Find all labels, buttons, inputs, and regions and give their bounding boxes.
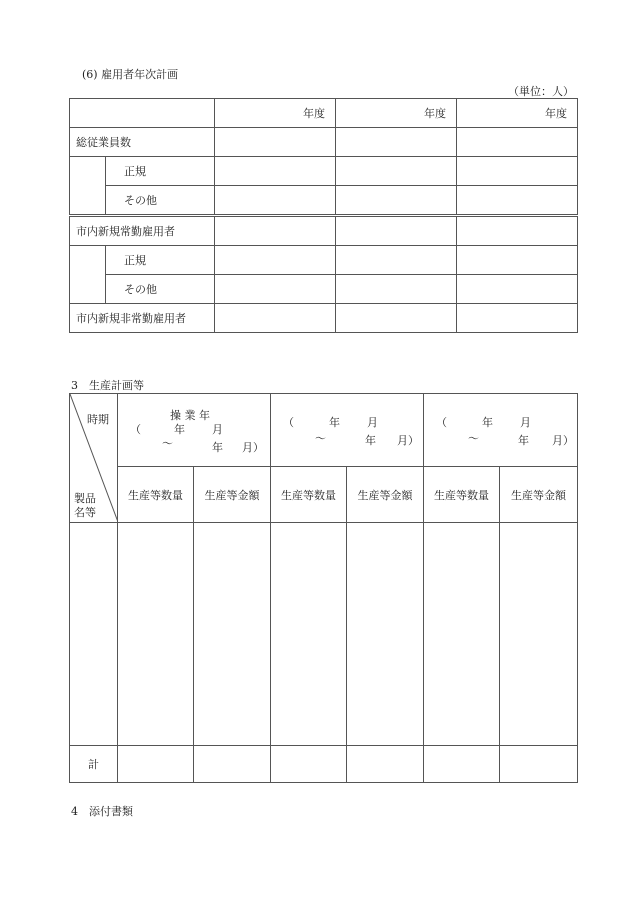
amount-header: 生産等金額 bbox=[500, 467, 578, 523]
cell bbox=[271, 523, 347, 746]
employment-plan-table bbox=[69, 98, 578, 333]
cell bbox=[336, 157, 457, 186]
cell bbox=[118, 746, 194, 783]
section4-title: 4 添付書類 bbox=[71, 805, 133, 818]
cell bbox=[457, 216, 578, 246]
year-char: 年 bbox=[329, 416, 340, 429]
row-label-regular: 正規 bbox=[106, 246, 215, 275]
cell bbox=[336, 216, 457, 246]
paren-open: （ bbox=[283, 416, 294, 429]
cell bbox=[215, 216, 336, 246]
table-row bbox=[70, 99, 578, 128]
period-label: 時期 bbox=[87, 413, 109, 426]
cell bbox=[336, 275, 457, 304]
table-row bbox=[70, 128, 578, 157]
product-label-2: 名等 bbox=[74, 506, 96, 519]
row-label-new-fulltime: 市内新規常勤雇用者 bbox=[70, 216, 215, 246]
cell bbox=[457, 128, 578, 157]
row-label-new-parttime: 市内新規非常勤雇用者 bbox=[70, 304, 215, 333]
tilde: ～ bbox=[162, 437, 173, 450]
cell bbox=[424, 523, 500, 746]
cell bbox=[70, 523, 118, 746]
cell bbox=[271, 746, 347, 783]
table-row bbox=[70, 467, 578, 523]
cell bbox=[336, 186, 457, 216]
indent-cell bbox=[70, 275, 106, 304]
cell bbox=[215, 304, 336, 333]
cell bbox=[347, 523, 424, 746]
total-label: 計 bbox=[70, 746, 118, 783]
tilde: ～ bbox=[468, 432, 479, 445]
table-row bbox=[70, 275, 578, 304]
row-label-regular: 正規 bbox=[106, 157, 215, 186]
year-char: 年 bbox=[482, 416, 493, 429]
indent-cell bbox=[70, 157, 106, 186]
year-char: 年 bbox=[365, 434, 376, 447]
cell bbox=[118, 523, 194, 746]
year-char: 年 bbox=[518, 434, 529, 447]
month-char: 月 bbox=[212, 423, 223, 436]
cell bbox=[336, 304, 457, 333]
table-row bbox=[70, 216, 578, 246]
tilde: ～ bbox=[315, 432, 326, 445]
row-label-other: その他 bbox=[106, 275, 215, 304]
table-row bbox=[70, 186, 578, 216]
year-header-2: 年度 bbox=[336, 99, 457, 128]
cell bbox=[194, 746, 271, 783]
cell bbox=[457, 186, 578, 216]
indent-cell bbox=[70, 186, 106, 216]
header-blank-cell bbox=[70, 99, 215, 128]
table-row bbox=[70, 523, 578, 746]
month-close: 月） bbox=[552, 434, 574, 447]
year-char: 年 bbox=[174, 423, 185, 436]
section6-title: (6) 雇用者年次計画 bbox=[82, 68, 179, 81]
cell bbox=[457, 304, 578, 333]
amount-header: 生産等金額 bbox=[347, 467, 424, 523]
cell bbox=[215, 246, 336, 275]
table-row bbox=[70, 304, 578, 333]
cell bbox=[500, 523, 578, 746]
table-row bbox=[70, 394, 578, 467]
op-year-label: 操 業 年 bbox=[170, 409, 210, 422]
paren-open: （ bbox=[130, 423, 141, 436]
cell bbox=[215, 157, 336, 186]
cell bbox=[500, 746, 578, 783]
year-header-3: 年度 bbox=[457, 99, 578, 128]
diagonal-header-cell bbox=[70, 394, 118, 523]
cell bbox=[336, 128, 457, 157]
row-label-total-employees: 総従業員数 bbox=[70, 128, 215, 157]
period-cell-2 bbox=[271, 394, 424, 467]
cell bbox=[215, 275, 336, 304]
cell bbox=[215, 186, 336, 216]
month-close: 月） bbox=[397, 434, 419, 447]
cell bbox=[424, 746, 500, 783]
month-char: 月 bbox=[520, 416, 531, 429]
table-row bbox=[70, 746, 578, 783]
period-cell-3 bbox=[424, 394, 578, 467]
qty-header: 生産等数量 bbox=[424, 467, 500, 523]
month-close: 月） bbox=[242, 441, 264, 454]
cell bbox=[457, 275, 578, 304]
cell bbox=[215, 128, 336, 157]
cell bbox=[457, 157, 578, 186]
qty-header: 生産等数量 bbox=[118, 467, 194, 523]
month-char: 月 bbox=[367, 416, 378, 429]
section3-title: 3 生産計画等 bbox=[71, 379, 144, 392]
product-label-1: 製品 bbox=[74, 492, 96, 505]
table-row bbox=[70, 246, 578, 275]
period-cell-1 bbox=[118, 394, 271, 467]
indent-cell bbox=[70, 246, 106, 275]
cell bbox=[457, 246, 578, 275]
row-label-other: その他 bbox=[106, 186, 215, 216]
unit-label: （単位：人） bbox=[508, 85, 574, 98]
year-header-1: 年度 bbox=[215, 99, 336, 128]
cell bbox=[347, 746, 424, 783]
cell bbox=[336, 246, 457, 275]
year-char: 年 bbox=[212, 441, 223, 454]
qty-header: 生産等数量 bbox=[271, 467, 347, 523]
cell bbox=[194, 523, 271, 746]
paren-open: （ bbox=[436, 416, 447, 429]
production-plan-table bbox=[69, 393, 578, 783]
table-row bbox=[70, 157, 578, 186]
amount-header: 生産等金額 bbox=[194, 467, 271, 523]
